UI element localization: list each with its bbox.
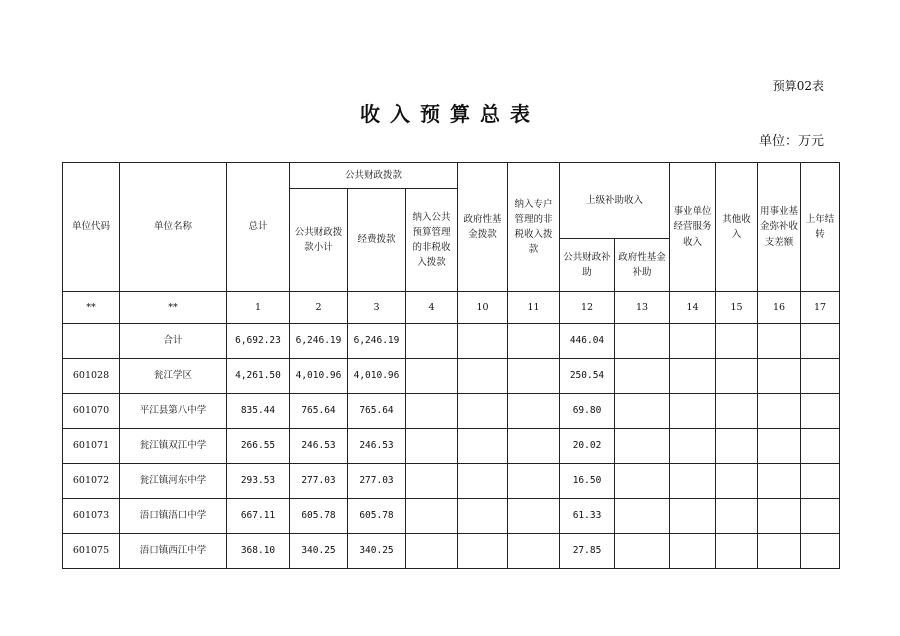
col-header-gov-fund: 政府性基金拨款 (458, 163, 508, 292)
cell-gov-fund (458, 464, 508, 499)
col-header-name: 单位名称 (120, 163, 227, 292)
cell-total: 4,261.50 (227, 359, 290, 394)
cell-offset (758, 499, 801, 534)
index-cell: ** (63, 292, 120, 324)
cell-name: 浯口镇西江中学 (120, 534, 227, 569)
cell-gpf-subtotal: 6,246.19 (290, 324, 348, 359)
cell-gpf-funds: 277.03 (348, 464, 406, 499)
cell-gpf-subtotal: 4,010.96 (290, 359, 348, 394)
cell-other (716, 534, 758, 569)
cell-gov-fund (458, 429, 508, 464)
cell-superior-public: 69.80 (560, 394, 615, 429)
cell-carryover (801, 394, 840, 429)
index-cell: 3 (348, 292, 406, 324)
cell-offset (758, 359, 801, 394)
col-header-gpf-nontax: 纳入公共预算管理的非税收入拨款 (406, 189, 458, 292)
cell-gpf-nontax (406, 534, 458, 569)
cell-code: 601071 (63, 429, 120, 464)
index-cell: 15 (716, 292, 758, 324)
cell-code: 601073 (63, 499, 120, 534)
cell-superior-public: 16.50 (560, 464, 615, 499)
cell-offset (758, 394, 801, 429)
col-header-total: 总计 (227, 163, 290, 292)
cell-code: 601072 (63, 464, 120, 499)
cell-gpf-subtotal: 605.78 (290, 499, 348, 534)
cell-other (716, 499, 758, 534)
unit-label: 单位：万元 (758, 134, 824, 149)
form-number: 预算02表 (772, 79, 824, 93)
cell-total: 368.10 (227, 534, 290, 569)
table-row (63, 394, 840, 429)
cell-superior-public: 20.02 (560, 429, 615, 464)
cell-gpf-funds: 605.78 (348, 499, 406, 534)
cell-other (716, 429, 758, 464)
cell-name: 瓮江镇双江中学 (120, 429, 227, 464)
table-row (63, 359, 840, 394)
cell-carryover (801, 464, 840, 499)
cell-code: 601075 (63, 534, 120, 569)
col-header-superior-public: 公共财政补助 (560, 239, 615, 292)
index-cell: 17 (801, 292, 840, 324)
cell-superior-fund (615, 464, 670, 499)
cell-gov-fund (458, 394, 508, 429)
index-cell: 4 (406, 292, 458, 324)
cell-superior-fund (615, 394, 670, 429)
cell-superior-public: 446.04 (560, 324, 615, 359)
cell-special-nontax (508, 464, 560, 499)
cell-superior-fund (615, 499, 670, 534)
cell-gpf-nontax (406, 359, 458, 394)
cell-gpf-nontax (406, 464, 458, 499)
cell-superior-fund (615, 534, 670, 569)
index-cell: 16 (758, 292, 801, 324)
cell-other (716, 324, 758, 359)
cell-superior-fund (615, 429, 670, 464)
cell-other (716, 464, 758, 499)
cell-other (716, 394, 758, 429)
revenue-budget-table (62, 162, 840, 569)
cell-gpf-nontax (406, 394, 458, 429)
cell-superior-fund (615, 324, 670, 359)
cell-special-nontax (508, 324, 560, 359)
cell-code (63, 324, 120, 359)
cell-carryover (801, 324, 840, 359)
table-row (63, 534, 840, 569)
cell-business (670, 324, 716, 359)
table-row (63, 429, 840, 464)
cell-offset (758, 534, 801, 569)
cell-gpf-subtotal: 246.53 (290, 429, 348, 464)
table-row (63, 499, 840, 534)
cell-code: 601070 (63, 394, 120, 429)
cell-gov-fund (458, 534, 508, 569)
cell-special-nontax (508, 534, 560, 569)
cell-special-nontax (508, 359, 560, 394)
cell-business (670, 359, 716, 394)
cell-business (670, 429, 716, 464)
cell-gov-fund (458, 324, 508, 359)
cell-gpf-funds: 4,010.96 (348, 359, 406, 394)
col-header-business: 事业单位经营服务收入 (670, 163, 716, 292)
cell-carryover (801, 534, 840, 569)
col-group-superior: 上级补助收入 (560, 163, 670, 239)
cell-offset (758, 429, 801, 464)
cell-gpf-nontax (406, 429, 458, 464)
index-cell: 2 (290, 292, 348, 324)
cell-gpf-funds: 6,246.19 (348, 324, 406, 359)
col-header-code: 单位代码 (63, 163, 120, 292)
cell-gpf-subtotal: 765.64 (290, 394, 348, 429)
index-cell: 12 (560, 292, 615, 324)
cell-gpf-nontax (406, 499, 458, 534)
cell-special-nontax (508, 394, 560, 429)
cell-name: 瓮江镇河东中学 (120, 464, 227, 499)
table-row (63, 464, 840, 499)
index-cell: ** (120, 292, 227, 324)
col-group-gpf: 公共财政拨款 (290, 163, 458, 189)
cell-superior-public: 250.54 (560, 359, 615, 394)
page-title: 收入预算总表 (360, 102, 540, 126)
cell-business (670, 499, 716, 534)
cell-total: 835.44 (227, 394, 290, 429)
index-cell: 11 (508, 292, 560, 324)
col-header-special-nontax: 纳入专户管理的非税收入拨款 (508, 163, 560, 292)
cell-business (670, 394, 716, 429)
cell-total: 667.11 (227, 499, 290, 534)
index-row (63, 292, 840, 324)
cell-business (670, 464, 716, 499)
data-rows (63, 324, 840, 569)
cell-carryover (801, 429, 840, 464)
cell-gpf-funds: 765.64 (348, 394, 406, 429)
cell-superior-public: 27.85 (560, 534, 615, 569)
cell-name: 浯口镇浯口中学 (120, 499, 227, 534)
col-header-carryover: 上年结转 (801, 163, 840, 292)
cell-name: 瓮江学区 (120, 359, 227, 394)
cell-superior-public: 61.33 (560, 499, 615, 534)
cell-total: 6,692.23 (227, 324, 290, 359)
index-cell: 1 (227, 292, 290, 324)
cell-gov-fund (458, 359, 508, 394)
table-row (63, 324, 840, 359)
cell-code: 601028 (63, 359, 120, 394)
cell-name: 平江县第八中学 (120, 394, 227, 429)
index-cell: 13 (615, 292, 670, 324)
col-header-other: 其他收入 (716, 163, 758, 292)
cell-gpf-nontax (406, 324, 458, 359)
cell-total: 293.53 (227, 464, 290, 499)
col-header-superior-fund: 政府性基金补助 (615, 239, 670, 292)
cell-total: 266.55 (227, 429, 290, 464)
cell-gpf-subtotal: 340.25 (290, 534, 348, 569)
cell-offset (758, 464, 801, 499)
cell-offset (758, 324, 801, 359)
cell-carryover (801, 359, 840, 394)
col-header-gpf-subtotal: 公共财政拨款小计 (290, 189, 348, 292)
cell-name: 合计 (120, 324, 227, 359)
cell-gpf-subtotal: 277.03 (290, 464, 348, 499)
cell-carryover (801, 499, 840, 534)
cell-special-nontax (508, 499, 560, 534)
index-cell: 10 (458, 292, 508, 324)
col-header-gpf-funds: 经费拨款 (348, 189, 406, 292)
cell-gpf-funds: 340.25 (348, 534, 406, 569)
col-header-offset: 用事业基金弥补收支差额 (758, 163, 801, 292)
cell-gov-fund (458, 499, 508, 534)
cell-superior-fund (615, 359, 670, 394)
cell-special-nontax (508, 429, 560, 464)
cell-business (670, 534, 716, 569)
cell-gpf-funds: 246.53 (348, 429, 406, 464)
cell-other (716, 359, 758, 394)
index-cell: 14 (670, 292, 716, 324)
